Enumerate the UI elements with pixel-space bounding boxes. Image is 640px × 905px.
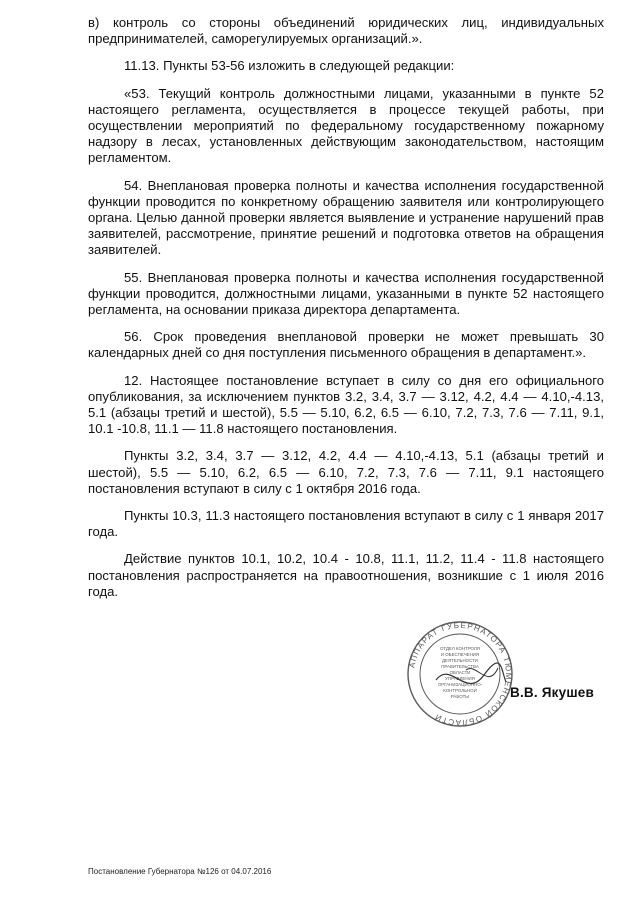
- svg-text:КОНТРОЛЬНОЙ: КОНТРОЛЬНОЙ: [443, 688, 477, 693]
- paragraph-54: 54. Внеплановая проверка полноты и качества исполнения государственной функции проводится по конкретному обращению заявителя или контролирующего органа. Целью данной проверки является выявление и устранение нарушений прав заявителей, рассмотрение, принятие решений и подготовка ответов на обращения заявителей.: [88, 177, 604, 258]
- svg-text:ДЕЯТЕЛЬНОСТИ: ДЕЯТЕЛЬНОСТИ: [442, 658, 478, 663]
- stamp-inner-text: [438, 646, 483, 699]
- paragraph-11-13: 11.13. Пункты 53-56 изложить в следующей редакции:: [124, 58, 455, 74]
- paragraph-12: 12. Настоящее постановление вступает в силу со дня его официального опубликования, за исключением пунктов 3.2, 3.4, 3.7 — 3.12, 4.2, 4.4 — 4.10,-4.13, 5.1 (абзацы третий и шестой), 5.5 — 5.10, 6.2, 6.5 — 6.10, 7.2, 7.3, 7.6 — 7.11, 9.1, 10.1 -10.8, 11.1 — 11.8 настоящего постановления.: [88, 372, 604, 437]
- paragraph-53: «53. Текущий контроль должностными лицами, указанными в пункте 52 настоящего регламента, осуществляется в процессе текущей работы, при осуществлении мероприятий по федеральному государственному пожарному надзору в лесах, установленных действующим законодательством, настоящим регламентом.: [88, 85, 604, 166]
- svg-text:ОБЛАСТИ: ОБЛАСТИ: [449, 670, 471, 675]
- paragraph-points-october: Пункты 3.2, 3.4, 3.7 — 3.12, 4.2, 4.4 — 4.10,-4.13, 5.1 (абзацы третий и шестой), 5.5 — 5.10, 6.2, 6.5 — 6.10, 7.2, 7.3, 7.6 — 7.11, 9.1 настоящего постановления вступают в силу с 1 октября 2016 года.: [88, 448, 604, 496]
- signatory-name: В.В. Якушев: [510, 685, 594, 700]
- stamp-outer-text: АППАРАТ ГУБЕРНАТОРА ТЮМЕНСКОЙ ОБЛАСТИ: [407, 620, 514, 728]
- svg-text:УПРАВЛЕНИЯ: УПРАВЛЕНИЯ: [445, 676, 475, 681]
- document-body: [88, 15, 604, 611]
- document-footer: Постановление Губернатора №126 от 04.07.2016: [88, 867, 272, 876]
- svg-text:ПРАВИТЕЛЬСТВА: ПРАВИТЕЛЬСТВА: [441, 664, 479, 669]
- paragraph-item-v: в) контроль со стороны объединений юридических лиц, индивидуальных предпринимателей, саморегулируемых организаций.».: [88, 15, 604, 47]
- svg-text:РАБОТЫ: РАБОТЫ: [450, 694, 470, 699]
- paragraph-56: 56. Срок проведения внеплановой проверки не может превышать 30 календарных дней со дня поступления письменного обращения в департамент.».: [88, 329, 604, 361]
- official-stamp: [406, 620, 514, 728]
- paragraph-points-january: Пункты 10.3, 11.3 настоящего постановления вступают в силу с 1 января 2017 года.: [88, 508, 604, 540]
- svg-text:ОРГАНИЗАЦИОННО-: ОРГАНИЗАЦИОННО-: [437, 682, 483, 687]
- paragraph-action-points: Действие пунктов 10.1, 10.2, 10.4 - 10.8, 11.1, 11.2, 11.4 - 11.8 настоящего постановления распространяется на правоотношения, возникшие с 1 июля 2016 года.: [88, 551, 604, 599]
- svg-text:И ОБЕСПЕЧЕНИЯ: И ОБЕСПЕЧЕНИЯ: [440, 652, 480, 657]
- svg-text:ОТДЕЛ КОНТРОЛЯ: ОТДЕЛ КОНТРОЛЯ: [440, 646, 480, 651]
- paragraph-55: 55. Внеплановая проверка полноты и качества исполнения государственной функции проводится, должностными лицами, указанными в пункте 52 настоящего регламента, на основании приказа директора департамента.: [88, 269, 604, 318]
